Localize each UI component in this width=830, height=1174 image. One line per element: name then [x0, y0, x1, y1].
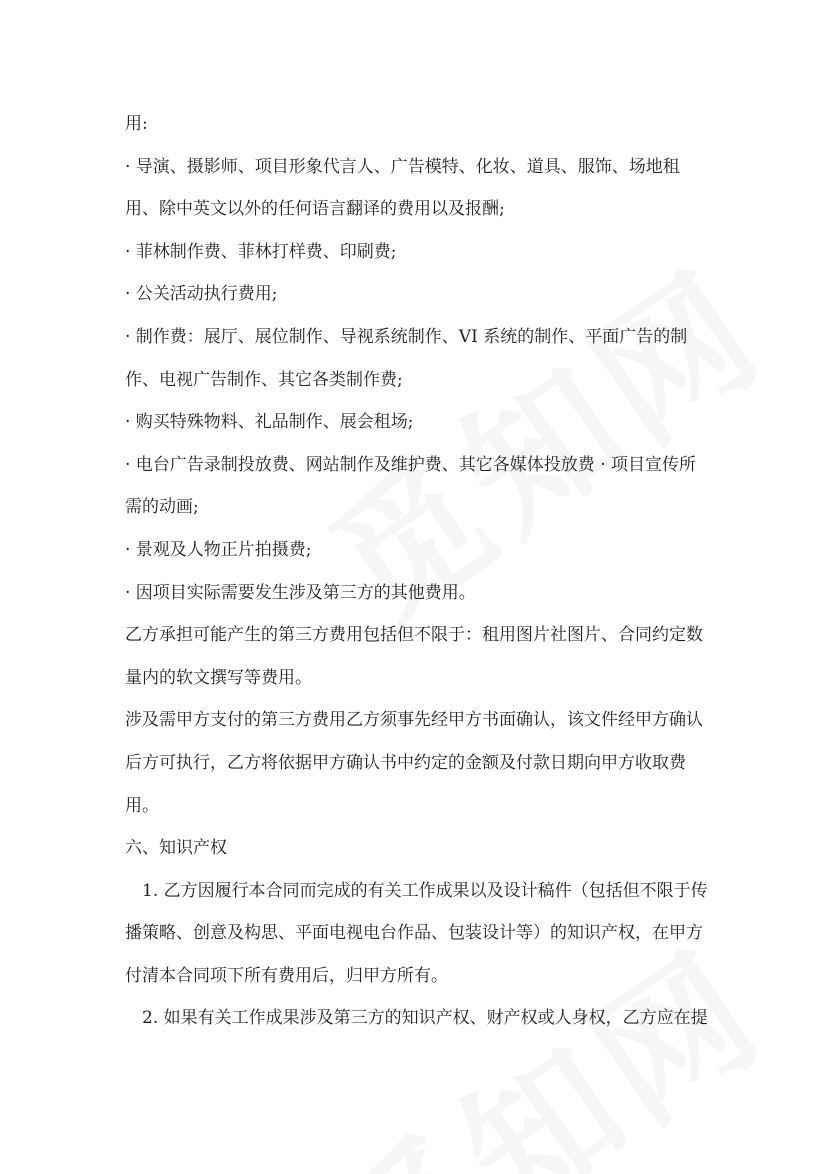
numbered-clause: 2. 如果有关工作成果涉及第三方的知识产权、财产权或人身权，乙方应在提	[142, 1008, 708, 1029]
text-line: 用、除中英文以外的任何语言翻译的费用以及报酬;	[125, 199, 505, 220]
text-line: 需的动画;	[125, 497, 199, 518]
clause-line: 付清本合同项下所有费用后，归甲方所有。	[125, 965, 448, 986]
list-item-line: · 电台广告录制投放费、网站制作及维护费、其它各媒体投放费 · 项目宣传所	[125, 454, 697, 475]
list-item-line: · 菲林制作费、菲林打样费、印刷费;	[125, 241, 397, 262]
paragraph-line: 量内的软文撰写等费用。	[125, 667, 312, 688]
list-item-line: · 制作费：展厅、展位制作、导视系统制作、VI 系统的制作、平面广告的制	[125, 326, 688, 347]
document-body	[125, 103, 715, 1040]
numbered-clause: 1. 乙方因履行本合同而完成的有关工作成果以及设计稿件（包括但不限于传	[142, 880, 708, 901]
list-item-line: · 导演、摄影师、项目形象代言人、广告模特、化妆、道具、服饰、场地租	[125, 156, 680, 177]
paragraph-line: 乙方承担可能产生的第三方费用包括但不限于：租用图片社图片、合同约定数	[125, 625, 703, 646]
paragraph-line: 用。	[125, 795, 159, 816]
list-item-line: · 因项目实际需要发生涉及第三方的其他费用。	[125, 582, 476, 603]
list-item-line: · 购买特殊物料、礼品制作、展会租场;	[125, 412, 414, 433]
text-line: 作、电视广告制作、其它各类制作费;	[125, 369, 403, 390]
text-line: 用:	[125, 114, 148, 134]
paragraph-line: 后方可执行，乙方将依据甲方确认书中约定的金额及付款日期向甲方收取费	[125, 752, 686, 773]
list-item-line: · 景观及人物正片拍摄费;	[125, 539, 312, 560]
section-heading: 六、知识产权	[125, 838, 227, 859]
list-item-line: · 公关活动执行费用;	[125, 284, 278, 305]
paragraph-line: 涉及需甲方支付的第三方费用乙方须事先经甲方书面确认，该文件经甲方确认	[125, 710, 703, 731]
clause-line: 播策略、创意及构思、平面电视电台作品、包装设计等）的知识产权，在甲方	[125, 923, 703, 944]
